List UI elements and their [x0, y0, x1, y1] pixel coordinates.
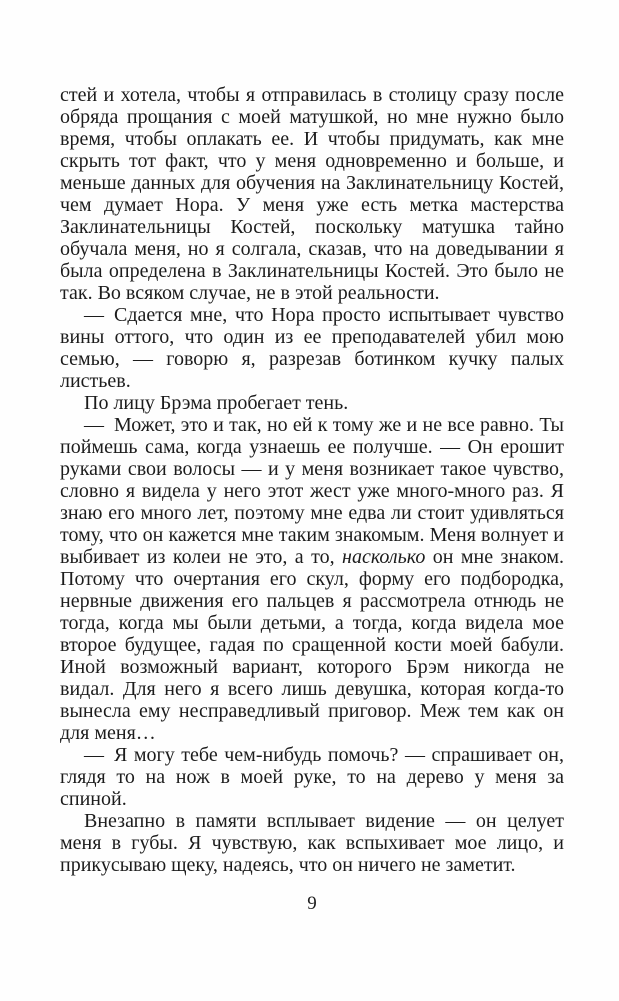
- paragraph-narration: По лицу Брэма пробегает тень.: [84, 392, 349, 414]
- paragraph-dialogue: — Я могу тебе чем-нибудь помочь? — спрашивает он, глядя то на нож в моей руке, то на дерево у меня за спиной.: [60, 744, 564, 810]
- paragraph-dialogue: [60, 414, 564, 744]
- paragraph-text: — Может, это и так, но ей к тому же и не все равно. Ты поймешь сама, когда узнаешь ее получше. — Он ерошит руками свои волосы — и у меня возникает такое чувство, словно я видела у него этот жест уже много-много раз. Я знаю его много лет, поэтому мне едва ли стоит удивляться тому, что он кажется мне таким знакомым. Меня волнует и выбивает из колеи не это, а то,: [60, 414, 564, 568]
- paragraph-narration: Внезапно в памяти всплывает видение — он целует меня в губы. Я чувствую, как вспыхивает мое лицо, и прикусываю щеку, надеясь, что он ничего не заметит.: [60, 810, 564, 876]
- text-block: [60, 84, 564, 876]
- paragraph-text: он мне знаком. Потому что очертания его скул, форму его подбородка, нервные движения его пальцев я рассмотрела отнюдь не тогда, когда мы были детьми, а тогда, когда видела мое второе будущее, гадая по сращенной кости моей бабули. Иной возможный вариант, которого Брэм никогда не видал. Для него я всего лишь девушка, которая когда-то вынесла ему несправедливый приговор. Меж тем как он для меня…: [60, 546, 564, 744]
- page-number: 9: [307, 893, 317, 914]
- paragraph-continuation: стей и хотела, чтобы я отправилась в столицу сразу после обряда прощания с моей матушкой, но мне нужно было время, чтобы оплакать ее. И чтобы придумать, как мне скрыть тот факт, что у меня одновременно и больше, и меньше данных для обучения на Заклинательницу Костей, чем думает Нора. У меня уже есть метка мастерства Заклинательницы Костей, поскольку матушка тайно обучала меня, но я солгала, сказав, что на доведывании я была определена в Заклинательницы Костей. Это было не так. Во всяком случае, не в этой реальности.: [60, 84, 564, 304]
- emphasized-word: насколько: [342, 546, 426, 568]
- paragraph-dialogue: — Сдается мне, что Нора просто испытывает чувство вины оттого, что один из ее преподавателей убил мою семью, — говорю я, разрезав ботинком кучку палых листьев.: [60, 304, 564, 392]
